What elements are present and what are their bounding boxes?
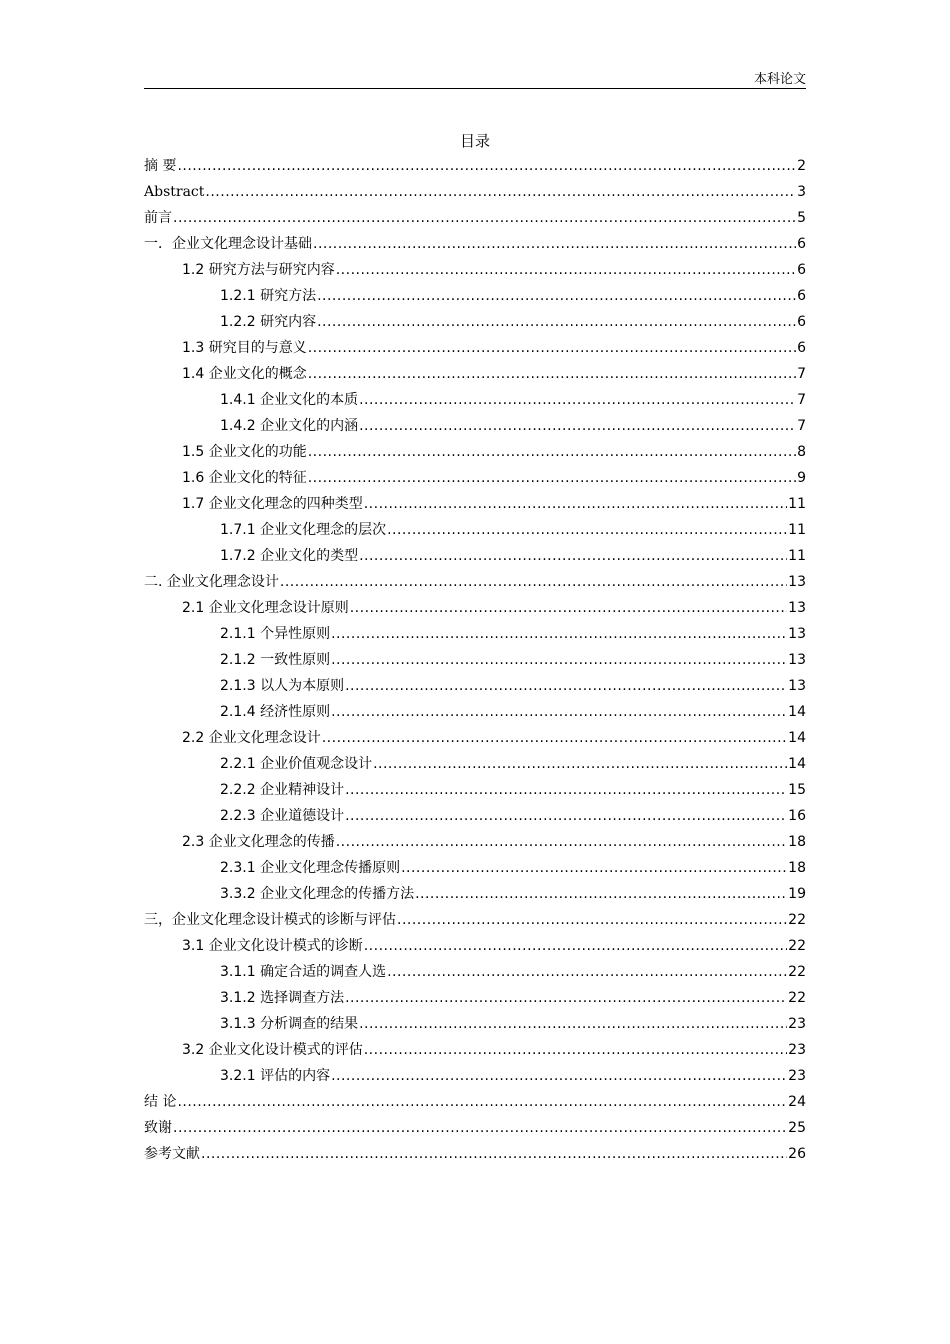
toc-entry-page: 2 [797,158,806,174]
toc-title: 目录 [459,132,490,150]
toc-entry-label: 2.1.1 个异性原则 [220,626,331,642]
toc-entry-page: 3 [797,184,806,200]
toc-entry[interactable] [144,933,806,959]
dot-leader [345,777,787,803]
toc-entry[interactable] [144,751,806,777]
toc-entry[interactable] [144,1115,806,1141]
dot-leader [345,985,787,1011]
dot-leader [350,595,787,621]
dot-leader [359,387,796,413]
toc-entry-label: 1.7.1 企业文化理念的层次 [220,522,387,538]
toc-entry-page: 7 [797,392,806,408]
toc-entry-label: 2.1.2 一致性原则 [220,652,331,668]
toc-entry-page: 7 [797,366,806,382]
dot-leader [387,959,787,985]
toc-entry-label: 2.1.4 经济性原则 [220,704,331,720]
dot-leader [201,1141,787,1167]
toc-entry-page: 22 [788,964,806,980]
toc-entry-label: 1.4 企业文化的概念 [182,366,307,382]
toc-entry-page: 18 [788,860,806,876]
toc-entry[interactable] [144,231,806,257]
toc-entry[interactable] [144,439,806,465]
dot-leader [397,907,787,933]
toc-entry-label: 参考文献 [144,1146,200,1162]
dot-leader [364,933,787,959]
toc-entry[interactable] [144,543,806,569]
toc-entry-label: 2.1.3 以人为本原则 [220,678,345,694]
dot-leader [373,751,787,777]
toc-entry-label: 1.2 研究方法与研究内容 [182,262,335,278]
toc-entry[interactable] [144,1141,806,1167]
header-rule [144,88,806,89]
toc-entry-label: Abstract [144,184,205,200]
toc-entry-label: 1.4.1 企业文化的本质 [220,392,359,408]
toc-entry-page: 8 [797,444,806,460]
toc-entry[interactable] [144,413,806,439]
dot-leader [331,1063,787,1089]
dot-leader [345,803,787,829]
toc-entry-label: 三，企业文化理念设计模式的诊断与评估 [144,912,396,928]
toc-entry-page: 11 [788,496,806,512]
toc-entry-label: 3.1.2 选择调查方法 [220,990,345,1006]
toc-entry-page: 6 [797,262,806,278]
dot-leader [322,725,787,751]
toc-entry[interactable] [144,179,806,205]
toc-entry[interactable] [144,465,806,491]
toc-entry-page: 23 [788,1042,806,1058]
running-header: 本科论文 [753,72,806,87]
toc-entry-page: 14 [788,756,806,772]
toc-entry[interactable] [144,725,806,751]
toc-entry-label: 一．企业文化理念设计基础 [144,236,312,252]
toc-entry-page: 13 [788,678,806,694]
toc-entry-label: 3.3.2 企业文化理念的传播方法 [220,886,415,902]
toc-entry[interactable] [144,595,806,621]
toc-entry-page: 13 [788,574,806,590]
dot-leader [336,257,796,283]
toc-entry[interactable] [144,647,806,673]
toc-entry-label: 1.5 企业文化的功能 [182,444,307,460]
toc-entry-label: 3.1 企业文化设计模式的诊断 [182,938,363,954]
toc-entry-page: 15 [788,782,806,798]
dot-leader [317,283,796,309]
dot-leader [387,517,787,543]
dot-leader [177,153,796,179]
toc-entry-page: 16 [788,808,806,824]
dot-leader [317,309,796,335]
toc-entry-page: 6 [797,236,806,252]
toc-entry-page: 9 [797,470,806,486]
toc-entry-page: 11 [788,548,806,564]
toc-entry-label: 3.2.1 评估的内容 [220,1068,331,1084]
toc-entry-page: 11 [788,522,806,538]
toc-entry-page: 6 [797,288,806,304]
dot-leader [308,465,796,491]
toc-entry[interactable] [144,829,806,855]
dot-leader [331,699,787,725]
toc-entry[interactable] [144,673,806,699]
dot-leader [205,179,796,205]
dot-leader [415,881,787,907]
dot-leader [345,673,787,699]
dot-leader [336,829,787,855]
toc-entry-page: 22 [788,990,806,1006]
toc-entry-label: 结 论 [144,1094,177,1110]
toc-entry-page: 25 [788,1120,806,1136]
toc-entry[interactable] [144,1089,806,1115]
toc-entry[interactable] [144,803,806,829]
toc-entry-page: 6 [797,340,806,356]
toc-entry-label: 1.7.2 企业文化的类型 [220,548,359,564]
toc-entry-label: 1.3 研究目的与意义 [182,340,307,356]
toc-entry-label: 二. 企业文化理念设计 [144,574,279,590]
toc-entry-label: 1.2.2 研究内容 [220,314,317,330]
toc-entry[interactable] [144,855,806,881]
toc-entry[interactable] [144,1011,806,1037]
toc-entry-label: 2.3 企业文化理念的传播 [182,834,335,850]
toc-entry[interactable] [144,959,806,985]
toc-entry-label: 3.1.3 分析调查的结果 [220,1016,359,1032]
toc-entry[interactable] [144,361,806,387]
toc-entry[interactable] [144,283,806,309]
dot-leader [173,205,796,231]
toc-entry-label: 2.2 企业文化理念设计 [182,730,321,746]
toc-entry[interactable] [144,985,806,1011]
toc-entry[interactable] [144,777,806,803]
toc-entry-label: 3.2 企业文化设计模式的评估 [182,1042,363,1058]
dot-leader [173,1115,787,1141]
toc-entry-label: 1.7 企业文化理念的四种类型 [182,496,363,512]
toc-entry-label: 3.1.1 确定合适的调查人选 [220,964,387,980]
toc-entry[interactable] [144,699,806,725]
toc-entry-label: 2.2.3 企业道德设计 [220,808,345,824]
toc-entry-page: 13 [788,600,806,616]
toc-entry[interactable] [144,309,806,335]
toc-entry-label: 1.2.1 研究方法 [220,288,317,304]
dot-leader [364,1037,787,1063]
toc-entry-page: 13 [788,626,806,642]
dot-leader [364,491,787,517]
toc-entry[interactable] [144,153,806,179]
toc-entry-page: 24 [788,1094,806,1110]
toc-entry-page: 23 [788,1068,806,1084]
toc-entry-page: 22 [788,912,806,928]
toc-entry-page: 6 [797,314,806,330]
dot-leader [331,621,787,647]
toc-entry[interactable] [144,205,806,231]
toc-entry-label: 致谢 [144,1120,172,1136]
toc-entry-label: 2.2.1 企业价值观念设计 [220,756,373,772]
toc-entry[interactable] [144,907,806,933]
toc-entry[interactable] [144,387,806,413]
toc-entry-page: 23 [788,1016,806,1032]
toc-entry[interactable] [144,517,806,543]
dot-leader [280,569,787,595]
toc-entry[interactable] [144,881,806,907]
toc-entry-page: 18 [788,834,806,850]
dot-leader [359,413,796,439]
toc-entry[interactable] [144,491,806,517]
toc-entry[interactable] [144,621,806,647]
toc-entry-page: 14 [788,730,806,746]
dot-leader [177,1089,787,1115]
toc-entry-page: 22 [788,938,806,954]
dot-leader [331,647,787,673]
toc-entry[interactable] [144,1063,806,1089]
toc-entry-page: 14 [788,704,806,720]
toc-entry-label: 摘 要 [144,158,177,174]
toc-entry-page: 7 [797,418,806,434]
toc-entry-page: 5 [797,210,806,226]
dot-leader [359,543,787,569]
dot-leader [308,335,796,361]
toc-entry-label: 1.6 企业文化的特征 [182,470,307,486]
dot-leader [359,1011,787,1037]
toc-entry-label: 1.4.2 企业文化的内涵 [220,418,359,434]
toc-entry-page: 19 [788,886,806,902]
toc-entry[interactable] [144,257,806,283]
table-of-contents [144,153,806,1167]
dot-leader [308,361,796,387]
toc-entry-label: 2.2.2 企业精神设计 [220,782,345,798]
toc-entry[interactable] [144,1037,806,1063]
toc-entry[interactable] [144,569,806,595]
toc-entry[interactable] [144,335,806,361]
dot-leader [308,439,796,465]
dot-leader [401,855,787,881]
toc-entry-label: 前言 [144,210,172,226]
toc-entry-label: 2.3.1 企业文化理念传播原则 [220,860,401,876]
toc-entry-label: 2.1 企业文化理念设计原则 [182,600,349,616]
toc-entry-page: 13 [788,652,806,668]
dot-leader [313,231,796,257]
toc-entry-page: 26 [788,1146,806,1162]
